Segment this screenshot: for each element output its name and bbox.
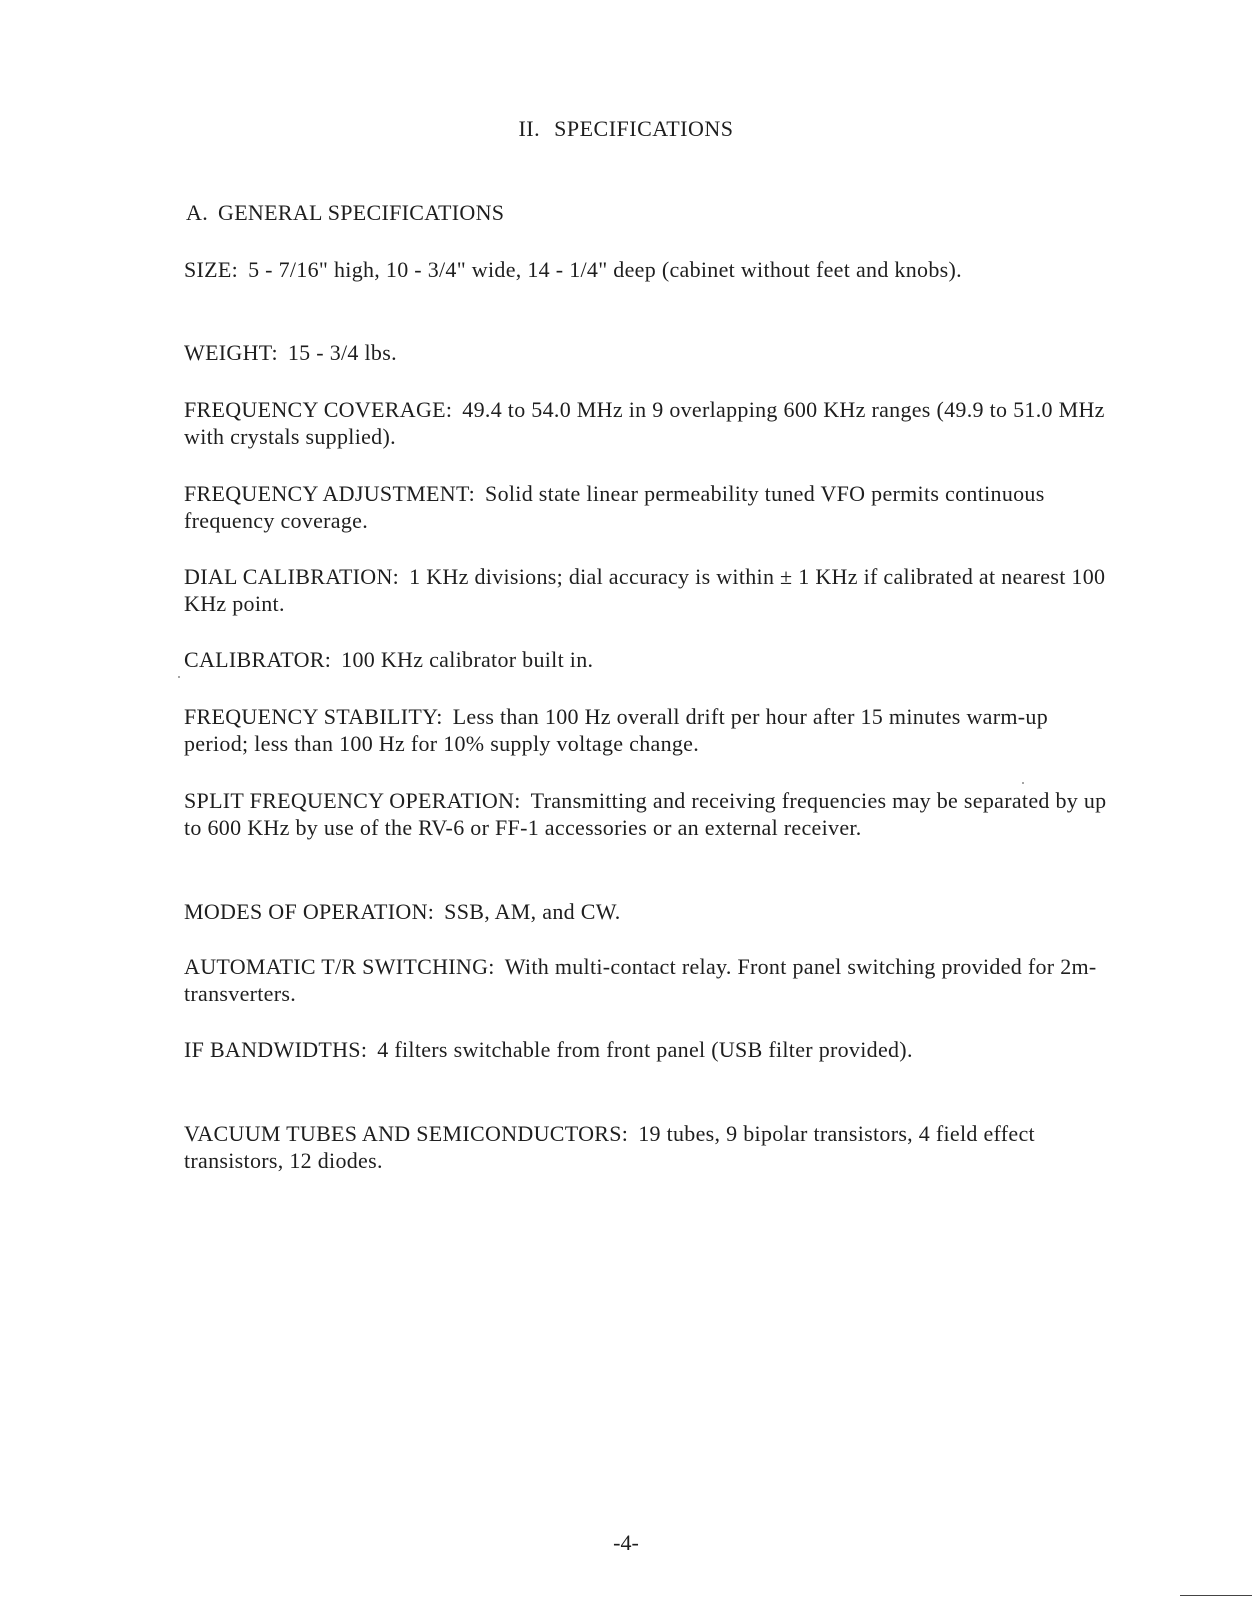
page-title bbox=[0, 116, 1252, 142]
spec-vacuum-tubes-and-semiconductors bbox=[184, 1120, 1114, 1174]
spec-text: 1 KHz divisions; dial accuracy is within ± 1 KHz if calibrated at nearest 100 KHz point. bbox=[184, 564, 1106, 616]
spec-label: SIZE: bbox=[184, 257, 239, 282]
section-title: SPECIFICATIONS bbox=[554, 116, 734, 141]
spec-split-frequency-operation bbox=[184, 787, 1114, 841]
spec-label: SPLIT FREQUENCY OPERATION: bbox=[184, 788, 521, 813]
spec-label: DIAL CALIBRATION: bbox=[184, 564, 400, 589]
spec-label: IF BANDWIDTHS: bbox=[184, 1037, 368, 1062]
spec-text: 49.4 to 54.0 MHz in 9 overlapping 600 KHz ranges (49.9 to 51.0 MHz with crystals supplied). bbox=[184, 397, 1105, 449]
spec-if-bandwidths bbox=[184, 1036, 1114, 1063]
scan-speck bbox=[1022, 782, 1024, 784]
spec-text: 5 - 7/16" high, 10 - 3/4" wide, 14 - 1/4" deep (cabinet without feet and knobs). bbox=[248, 257, 962, 282]
spec-text: Transmitting and receiving frequencies may be separated by up to 600 KHz by use of the RV-6 or FF-1 accessories or an external receiver. bbox=[184, 788, 1107, 840]
section-number: II. bbox=[518, 116, 541, 141]
spec-dial-calibration bbox=[184, 563, 1114, 617]
spec-label: WEIGHT: bbox=[184, 340, 278, 365]
corner-rule bbox=[1180, 1595, 1252, 1596]
spec-weight bbox=[184, 339, 1114, 366]
spec-frequency-stability bbox=[184, 703, 1114, 757]
subsection-letter: A. bbox=[186, 200, 208, 225]
spec-text: Solid state linear permeability tuned VFO permits continuous frequency coverage. bbox=[184, 481, 1045, 533]
spec-label: FREQUENCY STABILITY: bbox=[184, 704, 443, 729]
spec-label: AUTOMATIC T/R SWITCHING: bbox=[184, 954, 495, 979]
page-number: -4- bbox=[613, 1530, 639, 1555]
spec-calibrator bbox=[184, 646, 1114, 673]
spec-frequency-adjustment bbox=[184, 480, 1114, 534]
subsection-heading bbox=[186, 200, 504, 226]
spec-text: 100 KHz calibrator built in. bbox=[341, 647, 594, 672]
spec-text: 15 - 3/4 lbs. bbox=[287, 340, 397, 365]
spec-label: FREQUENCY COVERAGE: bbox=[184, 397, 453, 422]
spec-label: VACUUM TUBES AND SEMICONDUCTORS: bbox=[184, 1121, 629, 1146]
subsection-title: GENERAL SPECIFICATIONS bbox=[218, 200, 505, 225]
spec-label: CALIBRATOR: bbox=[184, 647, 332, 672]
spec-label: FREQUENCY ADJUSTMENT: bbox=[184, 481, 476, 506]
spec-text: Less than 100 Hz overall drift per hour after 15 minutes warm-up period; less than 100 Hz for 10% supply voltage change. bbox=[184, 704, 1048, 756]
spec-modes-of-operation bbox=[184, 898, 1114, 925]
spec-size bbox=[184, 256, 1114, 283]
spec-automatic-tr-switching bbox=[184, 953, 1114, 1007]
spec-label: MODES OF OPERATION: bbox=[184, 899, 435, 924]
spec-text: With multi-contact relay. Front panel switching provided for 2m-transverters. bbox=[184, 954, 1097, 1006]
spec-text: 4 filters switchable from front panel (USB filter provided). bbox=[377, 1037, 913, 1062]
scan-speck bbox=[178, 676, 180, 678]
spec-text: 19 tubes, 9 bipolar transistors, 4 field effect transistors, 12 diodes. bbox=[184, 1121, 1035, 1173]
spec-text: SSB, AM, and CW. bbox=[444, 899, 621, 924]
spec-frequency-coverage bbox=[184, 396, 1114, 450]
